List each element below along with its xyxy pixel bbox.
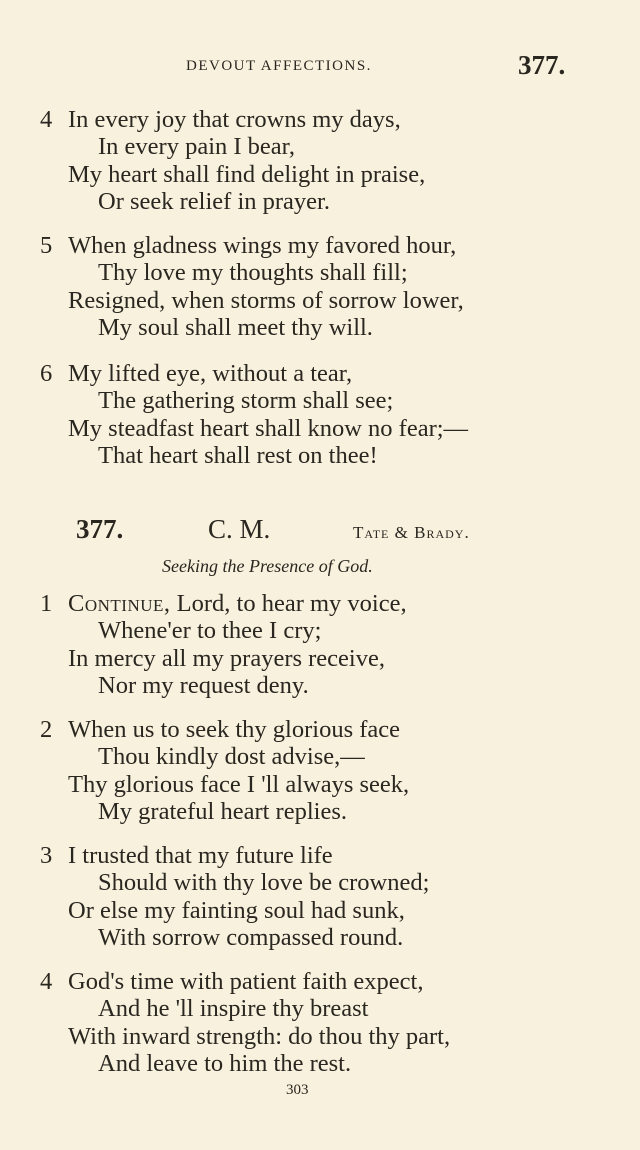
first-word: Continue, [68, 590, 171, 617]
stanza-number: 2 [40, 716, 53, 743]
stanza-number: 3 [40, 842, 53, 869]
verse-line: My heart shall find delight in praise, [68, 161, 426, 188]
hymn-author: Tate & Brady. [353, 523, 470, 542]
running-title: DEVOUT AFFECTIONS. [186, 58, 372, 74]
first-line-rest: Lord, to hear my voice, [170, 590, 407, 617]
verse-line [68, 590, 407, 618]
page-header [0, 50, 640, 84]
stanza-number: 4 [40, 968, 53, 995]
verse-line: Resigned, when storms of sorrow lower, [68, 287, 464, 314]
verse-line: That heart shall rest on thee! [98, 442, 378, 469]
stanza-number: 4 [40, 106, 53, 133]
stanza-number: 1 [40, 590, 53, 617]
verse-line: In every joy that crowns my days, [68, 106, 401, 133]
hymn-heading [0, 512, 640, 552]
page-number: 303 [286, 1082, 309, 1098]
verse-line: Thy love my thoughts shall fill; [98, 259, 408, 286]
hymn-subtitle: Seeking the Presence of God. [162, 556, 373, 576]
header-hymn-number: 377. [518, 50, 566, 80]
verse-line: My lifted eye, without a tear, [68, 360, 353, 387]
verse-line: Or else my fainting soul had sunk, [68, 897, 405, 924]
verse-line: And he 'll inspire thy breast [98, 995, 369, 1022]
hymn-meter: C. M. [208, 514, 271, 544]
verse-line: The gathering storm shall see; [98, 387, 394, 414]
verse-line: My steadfast heart shall know no fear;— [68, 415, 469, 442]
stanza-number: 6 [40, 360, 53, 387]
verse-line: In every pain I bear, [98, 133, 295, 160]
verse-line: Should with thy love be crowned; [98, 869, 430, 896]
verse-line: I trusted that my future life [68, 842, 333, 869]
verse-line: With inward strength: do thou thy part, [68, 1023, 451, 1050]
verse-line: Thy glorious face I 'll always seek, [68, 771, 410, 798]
verse-line: When us to seek thy glorious face [68, 716, 401, 743]
hymn-number: 377. [76, 514, 124, 544]
verse-line: Thou kindly dost advise,— [98, 743, 365, 770]
verse-line: God's time with patient faith expect, [68, 968, 424, 995]
verse-line: Nor my request deny. [98, 672, 309, 699]
verse-line: And leave to him the rest. [98, 1050, 352, 1077]
stanza-number: 5 [40, 232, 53, 259]
verse-line: Whene'er to thee I cry; [98, 617, 322, 644]
verse-line: Or seek relief in prayer. [98, 188, 330, 215]
verse-line: My grateful heart replies. [98, 798, 347, 825]
verse-line: With sorrow compassed round. [98, 924, 404, 951]
verse-line: My soul shall meet thy will. [98, 314, 373, 341]
verse-line: In mercy all my prayers receive, [68, 645, 385, 672]
verse-line: When gladness wings my favored hour, [68, 232, 457, 259]
